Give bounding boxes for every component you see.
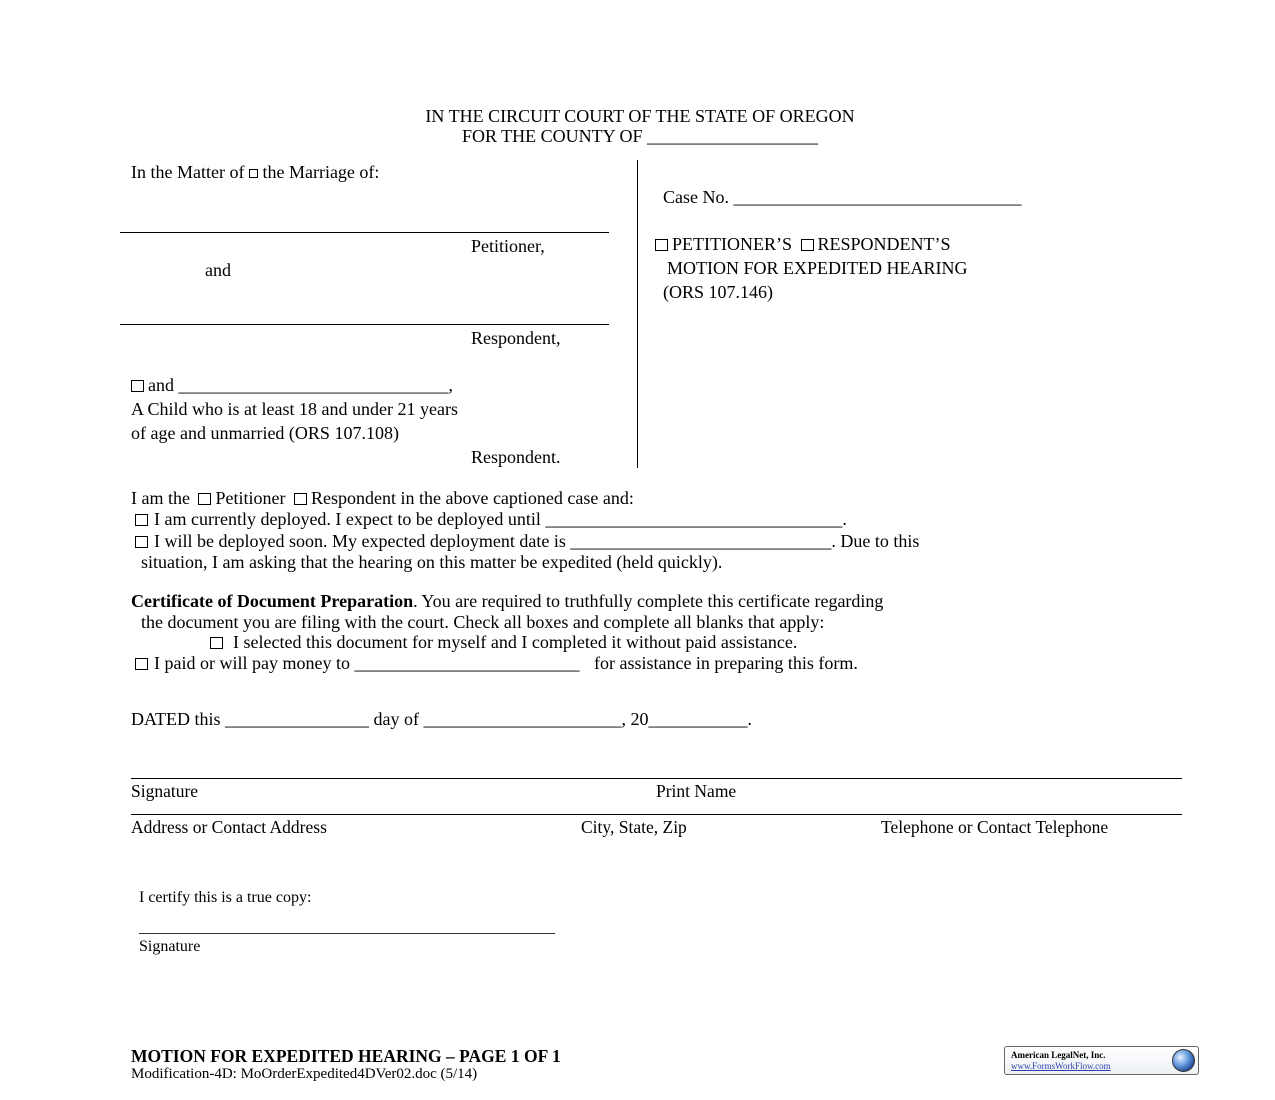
legalnet-logo[interactable]: [1004, 1046, 1199, 1075]
petitioners-label: PETITIONER’S: [672, 234, 792, 254]
paid-assistance-checkbox[interactable]: [135, 658, 148, 670]
deployed-current-checkbox[interactable]: [135, 514, 148, 526]
deployed-current-line: [135, 508, 847, 530]
child-line-1: A Child who is at least 18 and under 21 years: [131, 399, 458, 419]
petitioner-motion-checkbox[interactable]: [655, 239, 668, 251]
certificate-intro-2: the document you are filing with the court. Check all boxes and complete all blanks that apply:: [141, 612, 825, 632]
child-checkbox[interactable]: [131, 380, 144, 392]
footer-modification: Modification-4D: MoOrderExpedited4DVer02.doc (5/14): [131, 1066, 478, 1082]
i-am-the: I am the: [131, 488, 190, 508]
case-number[interactable]: Case No. ________________________________: [663, 187, 1022, 207]
matter-line: [131, 161, 379, 183]
address-label: Address or Contact Address: [131, 817, 327, 837]
marriage-checkbox[interactable]: [249, 169, 258, 178]
caption-divider: [637, 160, 638, 468]
respondent-name-line[interactable]: [120, 324, 609, 325]
certify-signature-label: Signature: [139, 938, 201, 955]
party-role-line: [131, 487, 634, 509]
petitioner-name-line[interactable]: [120, 232, 609, 233]
role-respondent-label: Respondent in the above captioned case and:: [310, 488, 634, 508]
county-line: FOR THE COUNTY OF ___________________: [461, 126, 819, 146]
logo-url[interactable]: www.FormsWorkFlow.com: [1011, 1061, 1111, 1071]
respondent-label-2: Respondent.: [471, 447, 561, 467]
certificate-intro: [131, 590, 883, 612]
paid-assistance-tail: for assistance in preparing this form.: [593, 653, 858, 673]
party-select-line: [655, 233, 951, 255]
and-label: and: [205, 260, 231, 280]
court-title: IN THE CIRCUIT COURT OF THE STATE OF OREGON: [425, 106, 855, 126]
deployed-soon-line: [135, 530, 919, 552]
deployed-soon-checkbox[interactable]: [135, 536, 148, 548]
role-petitioner-checkbox[interactable]: [198, 493, 211, 505]
certificate-heading: Certificate of Document Preparation: [131, 591, 414, 611]
self-prepared-checkbox[interactable]: [210, 637, 223, 649]
dated-line[interactable]: DATED this ________________ day of ______________________, 20___________.: [131, 709, 752, 729]
motion-statute: (ORS 107.146): [663, 282, 774, 302]
signature-line[interactable]: [131, 778, 1182, 779]
respondents-label: RESPONDENT’S: [817, 234, 951, 254]
self-prepared-text: I selected this document for myself and I completed it without paid assistance.: [233, 632, 798, 652]
signature-label: Signature: [131, 781, 199, 801]
print-name-label: Print Name: [656, 781, 737, 801]
respondent-label: Respondent,: [471, 328, 561, 348]
role-respondent-checkbox[interactable]: [294, 493, 307, 505]
deployed-current-text: I am currently deployed. I expect to be deployed until _________________________________.: [154, 509, 847, 529]
and-child-line: [131, 374, 453, 396]
matter-suffix: the Marriage of:: [262, 162, 380, 182]
matter-prefix: In the Matter of: [131, 162, 245, 182]
certify-text: I certify this is a true copy:: [139, 889, 312, 906]
certificate-option-1: [210, 631, 797, 653]
address-line[interactable]: [131, 814, 1182, 815]
child-line-2: of age and unmarried (ORS 107.108): [131, 423, 399, 443]
telephone-label: Telephone or Contact Telephone: [881, 817, 1109, 837]
logo-name: American LegalNet, Inc.: [1011, 1050, 1106, 1060]
globe-icon: [1172, 1049, 1195, 1072]
paid-assistance-text: I paid or will pay money to _________________________: [154, 653, 580, 673]
role-petitioner-label: Petitioner: [215, 488, 286, 508]
city-label: City, State, Zip: [581, 817, 687, 837]
respondent-motion-checkbox[interactable]: [801, 239, 814, 251]
petitioner-label: Petitioner,: [471, 236, 545, 256]
certificate-option-2: [135, 652, 858, 674]
motion-title: MOTION FOR EXPEDITED HEARING: [667, 258, 968, 278]
and-child-text: and ______________________________,: [148, 375, 453, 395]
footer-title: MOTION FOR EXPEDITED HEARING – PAGE 1 OF 1: [131, 1046, 561, 1066]
situation-text: situation, I am asking that the hearing on this matter be expedited (held quickly).: [141, 552, 723, 572]
deployed-soon-text: I will be deployed soon. My expected deployment date is _____________________________. Due to this: [154, 531, 920, 551]
certify-signature-line[interactable]: ____________________________________________________: [139, 919, 555, 936]
certificate-intro-text: . You are required to truthfully complete this certificate regarding: [413, 591, 884, 611]
